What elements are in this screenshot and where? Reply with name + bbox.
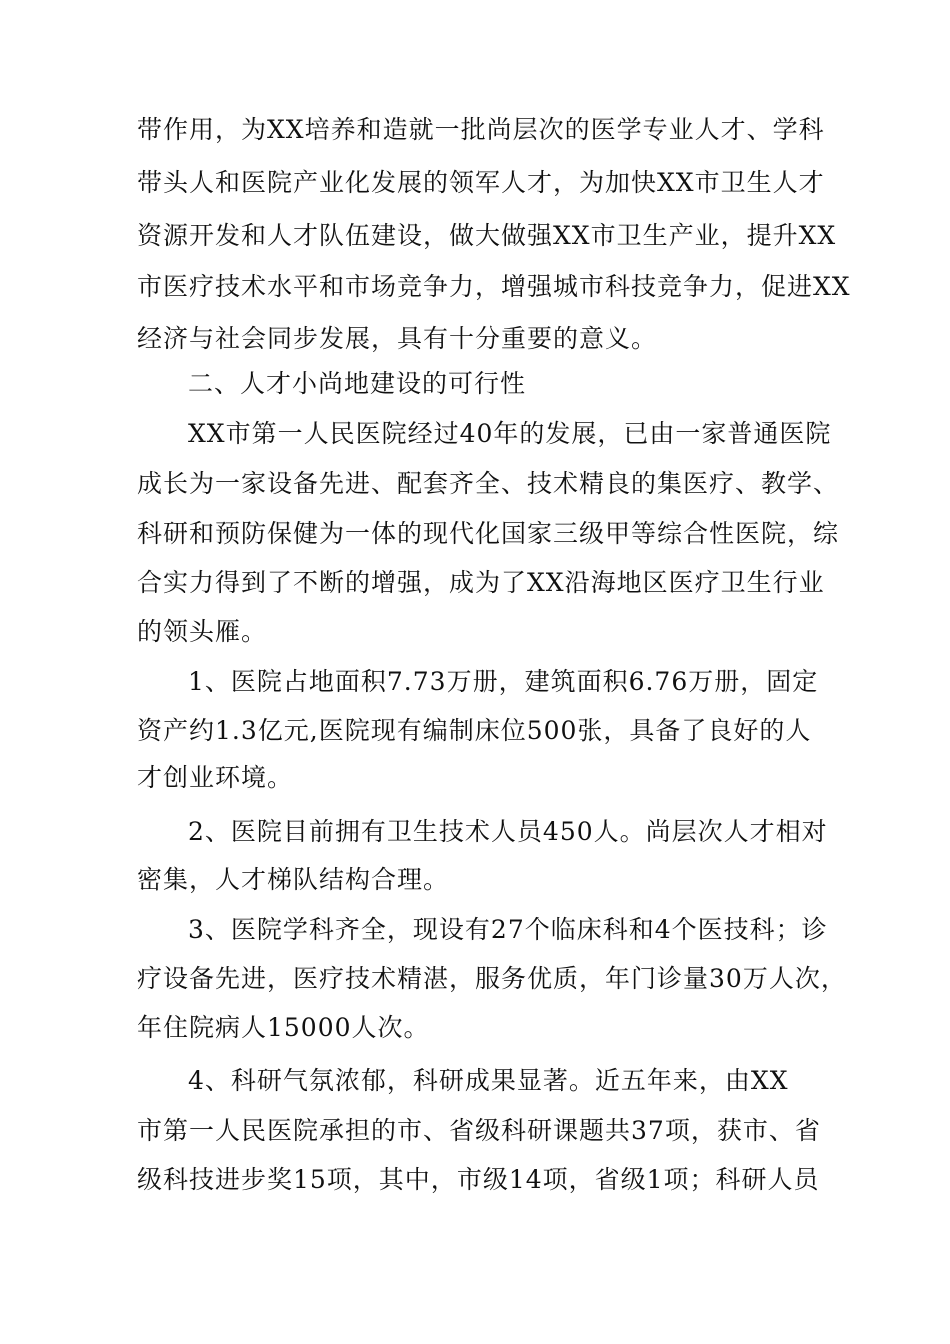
text-line: 市医疗技术水平和市场竞争力，增强城市科技竞争力，促进XX [137, 272, 851, 301]
section-heading: 二、人才小尚地建设的可行性 [188, 369, 527, 398]
text-line: 1、医院占地面积7.73万册，建筑面积6.76万册，固定 [188, 667, 819, 696]
text-line: 3、医院学科齐全，现设有27个临床科和4个医技科；诊 [188, 915, 828, 944]
text-line: 密集，人才梯队结构合理。 [137, 865, 450, 894]
text-line: 经济与社会同步发展，具有十分重要的意义。 [137, 324, 658, 353]
text-line: 2、医院目前拥有卫生技术人员450人。尚层次人才相对 [188, 817, 828, 846]
text-line: 疗设备先进，医疗技术精湛，服务优质，年门诊量30万人次， [137, 964, 847, 993]
text-line: 资产约1.3亿元,医院现有编制床位500张，具备了良好的人 [137, 716, 812, 745]
text-line: 才创业环境。 [137, 763, 294, 792]
text-line: 带作用，为XX培养和造就一批尚层次的医学专业人才、学科 [137, 115, 825, 144]
text-line: 科研和预防保健为一体的现代化国家三级甲等综合性医院，综 [137, 519, 840, 548]
text-line: 合实力得到了不断的增强，成为了XX沿海地区医疗卫生行业 [137, 568, 825, 597]
text-line: 带头人和医院产业化发展的领军人才，为加快XX市卫生人才 [137, 168, 825, 197]
text-line: 的领头雁。 [137, 617, 268, 646]
text-line: 4、科研气氛浓郁，科研成果显著。近五年来，由XX [188, 1066, 789, 1095]
text-line: 级科技进步奖15项，其中，市级14项，省级1项；科研人员 [137, 1165, 820, 1194]
text-line: XX市第一人民医院经过40年的发展，已由一家普通医院 [188, 419, 832, 448]
text-line: 资源开发和人才队伍建设，做大做强XX市卫生产业，提升XX [137, 221, 837, 250]
text-line: 年住院病人15000人次。 [137, 1013, 430, 1042]
text-line: 成长为一家设备先进、配套齐全、技术精良的集医疗、教学、 [137, 469, 840, 498]
text-line: 市第一人民医院承担的市、省级科研课题共37项，获市、省 [137, 1116, 821, 1145]
